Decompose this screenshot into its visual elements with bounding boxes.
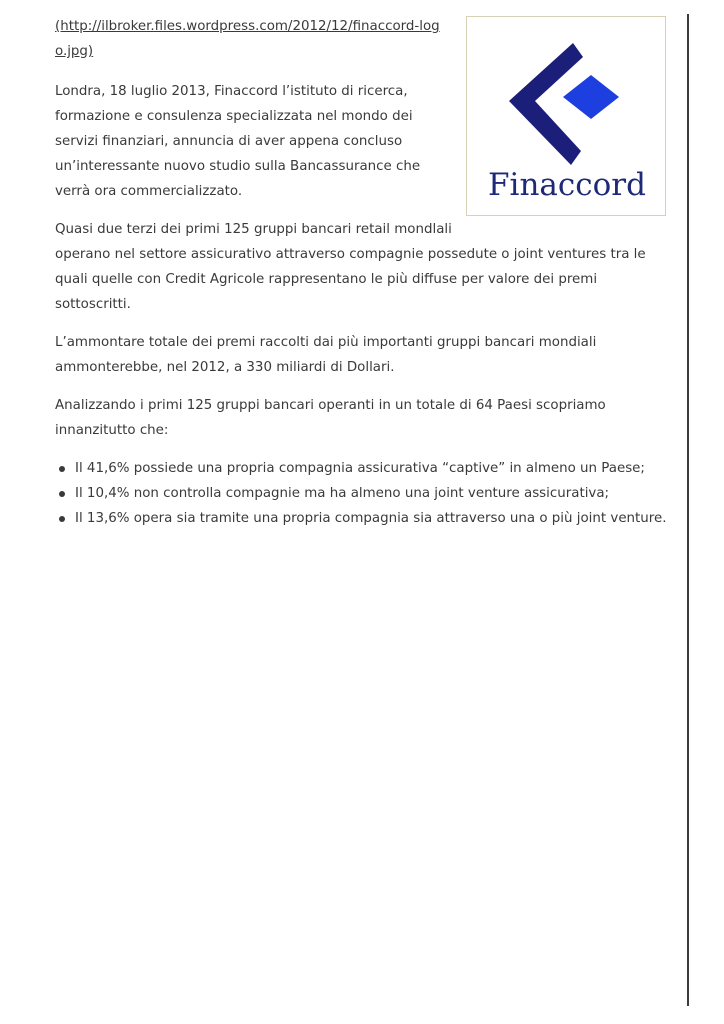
- intro-paragraph: Londra, 18 luglio 2013, Finaccord l’istituto di ricerca, formazione e consulenza specializzata nel mondo dei servizi finanziari, annuncia di aver appena concluso un’interessante nuovo studio sulla Bancassurance che verrà ora commercializzato.: [55, 84, 421, 199]
- image-source-link[interactable]: (http://ilbroker.files.wordpress.com/2012/12/finaccord-logo.jpg): [55, 19, 440, 59]
- page-right-border: [687, 14, 689, 1006]
- paragraph-continuation: operano nel settore assicurativo attraverso compagnie possedute o joint ventures tra le quali quelle con Credit Agricole rappresentano le più diffuse per valore dei premi sottoscritti.: [55, 247, 646, 312]
- paragraph-first-line: Quasi due terzi dei primi 125 gruppi bancari retail mondlali: [55, 222, 452, 237]
- paragraph-total-premiums: L’ammontare totale dei premi raccolti dai più importanti gruppi bancari mondiali ammonterebbe, nel 2012, a 330 miliardi di Dollari.: [55, 335, 597, 375]
- list-item: Il 13,6% opera sia tramite una propria compagnia sia attraverso una o più joint venture.: [75, 506, 667, 531]
- logo-wordmark: Finaccord: [488, 167, 646, 203]
- article-body: [55, 14, 667, 531]
- list-item: Il 10,4% non controlla compagnie ma ha almeno una joint venture assicurativa;: [75, 481, 667, 506]
- paragraph-share-retail-groups: [55, 217, 667, 317]
- paragraph-analysis-intro: Analizzando i primi 125 gruppi bancari operanti in un totale di 64 Paesi scopriamo innanzitutto che:: [55, 398, 606, 438]
- list-item: Il 41,6% possiede una propria compagnia assicurativa “captive” in almeno un Paese;: [75, 456, 667, 481]
- findings-list: [55, 456, 667, 531]
